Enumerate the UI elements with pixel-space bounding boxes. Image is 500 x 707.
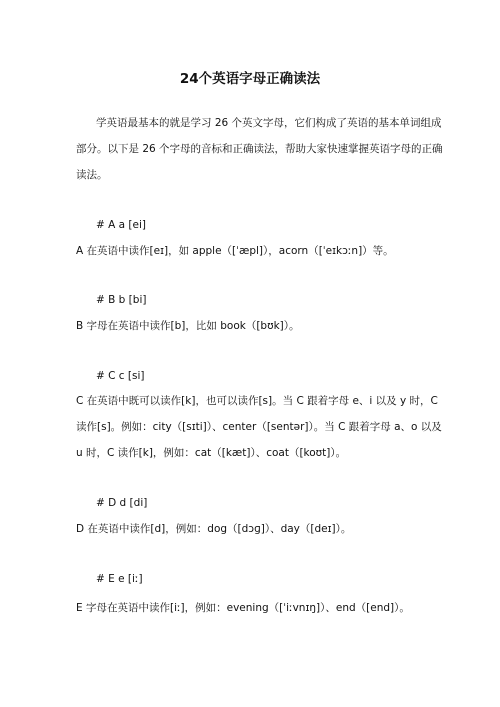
section-heading-c: # C c [si] — [96, 370, 145, 382]
section-a-line-1: A 在英语中读作[eɪ]，如 apple（[ˈæpl]），acorn（[ˈeɪkɔːn]）等。 — [76, 245, 394, 257]
section-c-line-2: 读作[s]。例如：city（[sɪti]）、center（[sentər]）。当 C 跟着字母 a、o 以及 — [76, 421, 442, 433]
section-heading-b: # B b [bi] — [96, 294, 147, 306]
intro-line-2: 部分。以下是 26 个字母的音标和正确读法，帮助大家快速掌握英语字母的正确 — [76, 143, 443, 155]
section-b-line-1: B 字母在英语中读作[b]，比如 book（[bʊk]）。 — [76, 320, 300, 332]
intro-line-1: 学英语最基本的就是学习 26 个英文字母，它们构成了英语的基本单词组成 — [96, 117, 442, 129]
section-e-line-1: E 字母在英语中读作[iː]，例如：evening（[ˈiːvnɪŋ]）、end（[end]）。 — [76, 602, 410, 614]
intro-line-3: 读法。 — [76, 169, 108, 181]
section-heading-d: # D d [di] — [96, 497, 148, 509]
section-heading-a: # A a [ei] — [96, 219, 146, 231]
section-c-line-1: C 在英语中既可以读作[k]，也可以读作[s]。当 C 跟着字母 e、i 以及 y 时，C — [76, 395, 438, 407]
section-heading-e: # E e [iː] — [96, 573, 143, 585]
section-d-line-1: D 在英语中读作[d]，例如：dog（[dɔɡ]）、day（[deɪ]）。 — [76, 523, 352, 535]
section-c-line-3: u 时，C 读作[k]，例如：cat（[kæt]）、coat（[koʊt]）。 — [76, 447, 347, 459]
document-title: 24个英语字母正确读法 — [179, 71, 321, 87]
